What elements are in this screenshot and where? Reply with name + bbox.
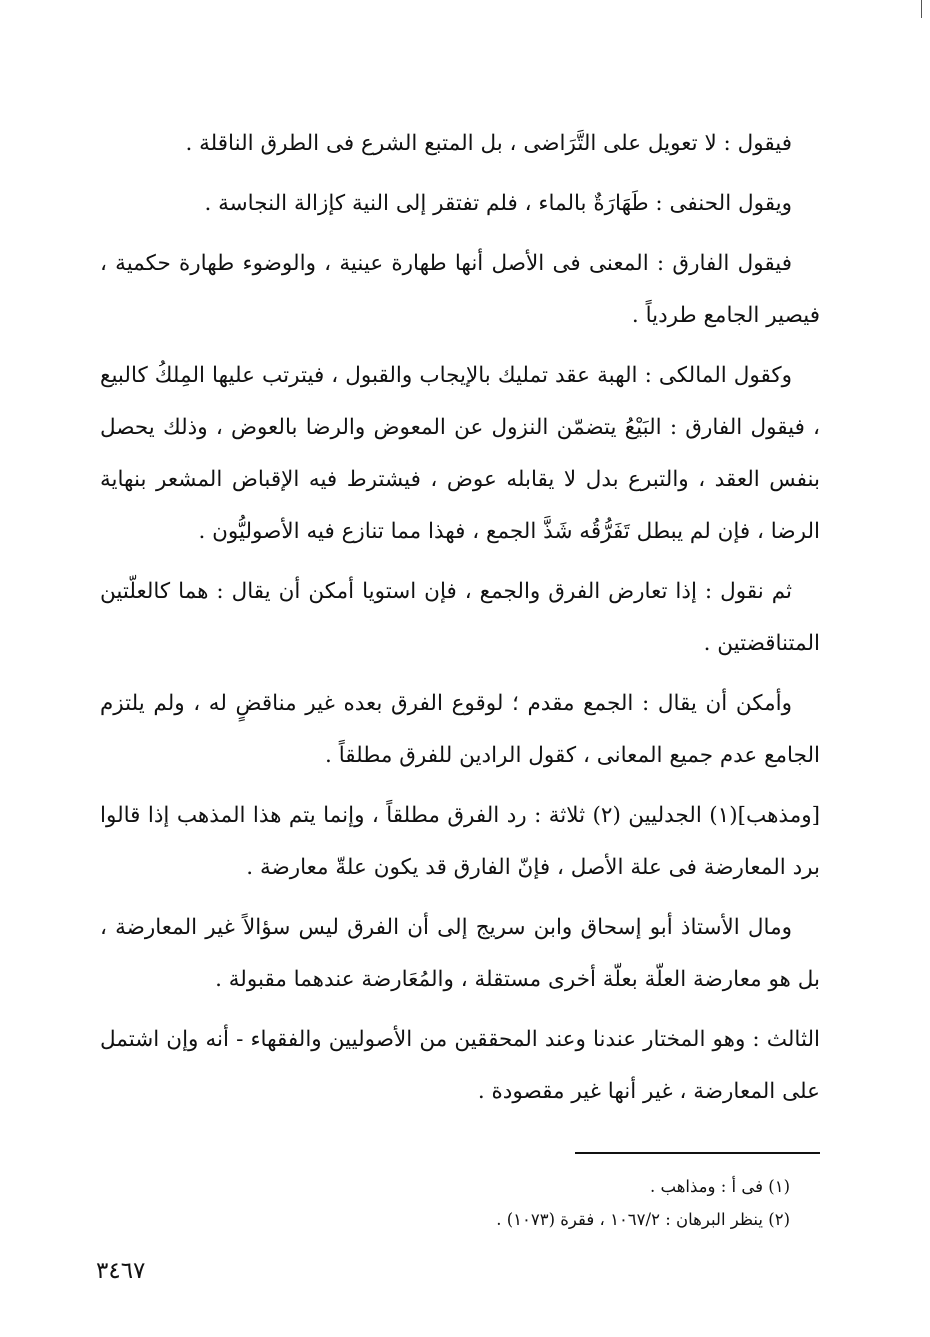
footnote-item: (٢) ينظر البرهان : ١٠٦٧/٢ ، فقرة (١٠٧٣) . [496, 1210, 790, 1229]
page-number: ٣٤٦٧ [96, 1258, 146, 1284]
footnotes [100, 1170, 790, 1236]
footnote-separator [575, 1152, 820, 1154]
paragraph: ومال الأستاذ أبو إسحاق وابن سريج إلى أن الفرق ليس سؤالاً غير المعارضة ، بل هو معارضة العلّة بعلّة أخرى مستقلة ، والمُعَارضة عندهما مقبولة . [100, 915, 820, 992]
paragraph: فيقول الفارق : المعنى فى الأصل أنها طهارة عينية ، والوضوء طهارة حكمية ، فيصير الجامع طردياً . [100, 251, 820, 328]
main-text [100, 118, 820, 1122]
paragraph: فيقول : لا تعويل على التَّرَاضى ، بل المتبع الشرع فى الطرق الناقلة . [185, 131, 792, 156]
paragraph: ويقول الحنفى : طَهَارَةٌ بالماء ، فلم تفتقر إلى النية كإزالة النجاسة . [204, 191, 792, 216]
paragraph: الثالث : وهو المختار عندنا وعند المحققين من الأصوليين والفقهاء - أنه وإن اشتمل على المعارضة ، غير أنها غير مقصودة . [100, 1027, 820, 1104]
page-edge-mark [921, 0, 922, 18]
paragraph: وكقول المالكى : الهبة عقد تمليك بالإيجاب والقبول ، فيترتب عليها المِلكُ كالبيع ، فيقول الفارق : البَيْعُ يتضمّن النزول عن المعوض والرضا بالعوض ، وذلك يحصل بنفس العقد ، والتبرع بدل لا يقابله عوض ، فيشترط فيه الإقباض المشعر بنهاية الرضا ، فإن لم يبطل تَفَرُّقُه شَذَّ الجمع ، فهذا مما تنازع فيه الأصوليُّون . [100, 363, 820, 544]
paragraph: [ومذهب](١) الجدليين (٢) ثلاثة : رد الفرق مطلقاً ، وإنما يتم هذا المذهب إذا قالوا برد المعارضة فى علة الأصل ، فإنّ الفارق قد يكون علةّ معارضة . [100, 803, 821, 880]
paragraph: ثم نقول : إذا تعارض الفرق والجمع ، فإن استويا أمكن أن يقال : هما كالعلّتين المتناقضتين . [100, 579, 820, 656]
footnote-item: (١) فى أ : ومذاهب . [650, 1177, 790, 1196]
paragraph: وأمكن أن يقال : الجمع مقدم ؛ لوقوع الفرق بعده غير مناقضٍ له ، ولم يلتزم الجامع عدم جميع المعانى ، كقول الرادين للفرق مطلقاً . [100, 691, 820, 768]
